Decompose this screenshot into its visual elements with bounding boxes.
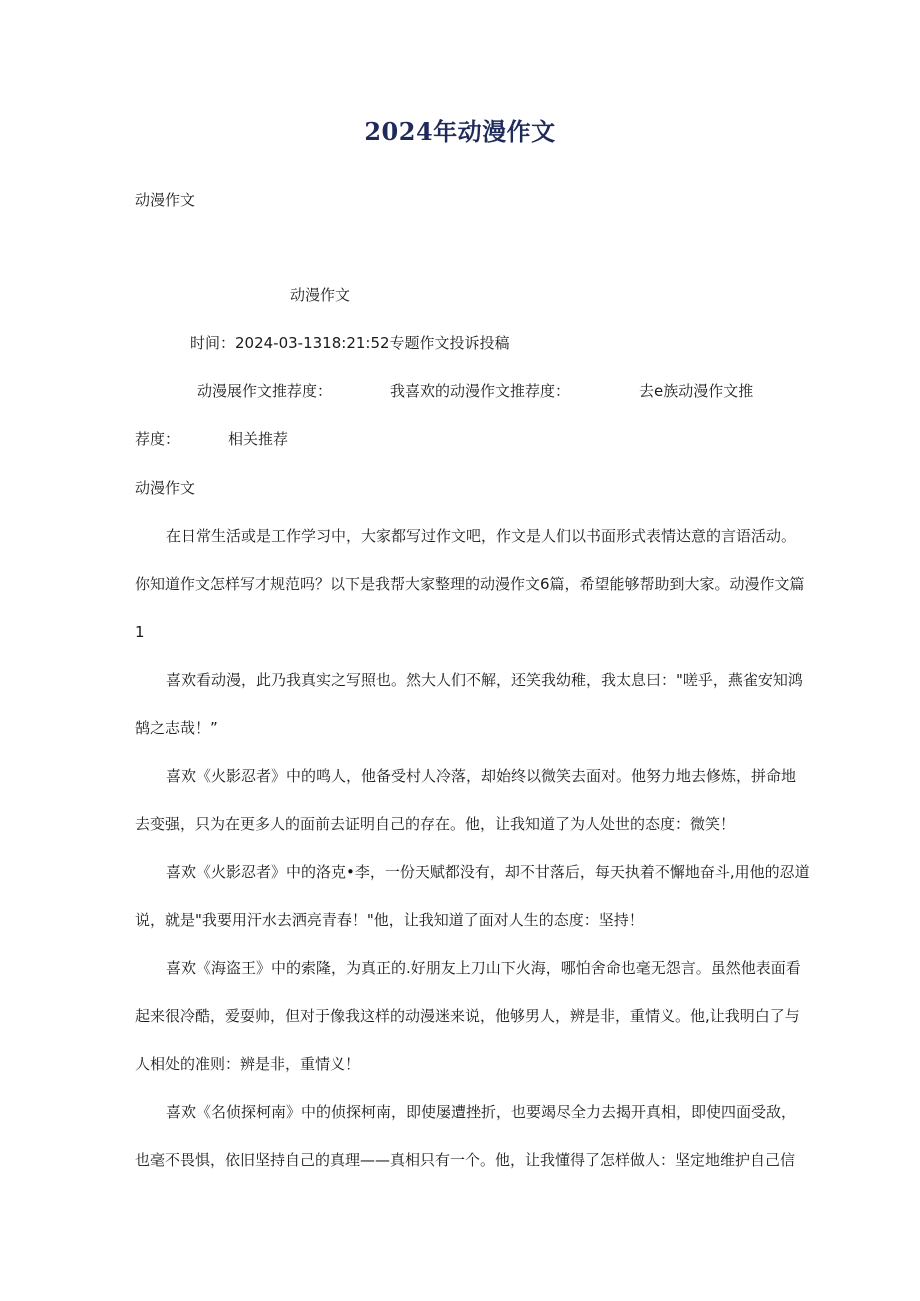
paragraph-line: 喜欢《火影忍者》中的鸣人，他备受村人冷落，却始终以微笑去面对。他努力地去修炼，拼命地: [166, 767, 797, 785]
recommend-item-1: 动漫展作文推荐度：: [197, 382, 333, 400]
section-heading: 动漫作文: [135, 479, 196, 497]
paragraph-line: 在日常生活或是工作学习中，大家都写过作文吧，作文是人们以书面形式表情达意的言语活动。: [166, 527, 797, 545]
paragraph-line: 喜欢看动漫，此乃我真实之写照也。然大人们不解，还笑我幼稚，我太息曰："嗟乎，燕雀安知鸿: [166, 671, 803, 689]
center-heading: 动漫作文: [290, 286, 351, 304]
paragraph-line: 也毫不畏惧，依旧坚持自己的真理——真相只有一个。他，让我懂得了怎样做人：坚定地维护自己信: [135, 1151, 796, 1169]
paragraph-line: 喜欢《火影忍者》中的洛克•李，一份天赋都没有，却不甘落后，每天执着不懈地奋斗,用他的忍道: [166, 863, 810, 881]
meta-line: 时间：2024-03-1318:21:52专题作文投诉投稿: [190, 334, 510, 352]
paragraph-line: 你知道作文怎样写才规范吗？以下是我帮大家整理的动漫作文6篇，希望能够帮助到大家。动漫作文篇: [135, 575, 805, 593]
document-title: 2024年动漫作文: [364, 117, 556, 146]
paragraph-line: 鹄之志哉！”: [135, 719, 218, 737]
paragraph-line: 说，就是"我要用汗水去洒亮青春！"他，让我知道了面对人生的态度：坚持！: [135, 911, 644, 929]
paragraph-line: 去变强，只为在更多人的面前去证明自己的存在。他，让我知道了为人处世的态度：微笑！: [135, 815, 736, 833]
paragraph-line: 人相处的准则：辨是非，重情义！: [135, 1055, 361, 1073]
recommend-item-2: 我喜欢的动漫作文推荐度：: [390, 382, 571, 400]
document-subtitle: 动漫作文: [135, 191, 196, 209]
paragraph-line: 1: [135, 623, 145, 641]
related-recommend: 相关推荐: [228, 430, 289, 448]
recommend-item-3-cont: 荐度：: [135, 430, 181, 448]
paragraph-line: 喜欢《名侦探柯南》中的侦探柯南，即使屡遭挫折，也要竭尽全力去揭开真相，即使四面受敌，: [166, 1103, 797, 1121]
paragraph-line: 喜欢《海盗王》中的索隆，为真正的.好朋友上刀山下火海，哪怕舍命也毫无怨言。虽然他表面看: [166, 959, 801, 977]
paragraph-line: 起来很冷酷，爱耍帅，但对于像我这样的动漫迷来说，他够男人，辨是非，重情义。他,让我明白了与: [135, 1007, 800, 1025]
recommend-item-3: 去e族动漫作文推: [639, 382, 754, 400]
